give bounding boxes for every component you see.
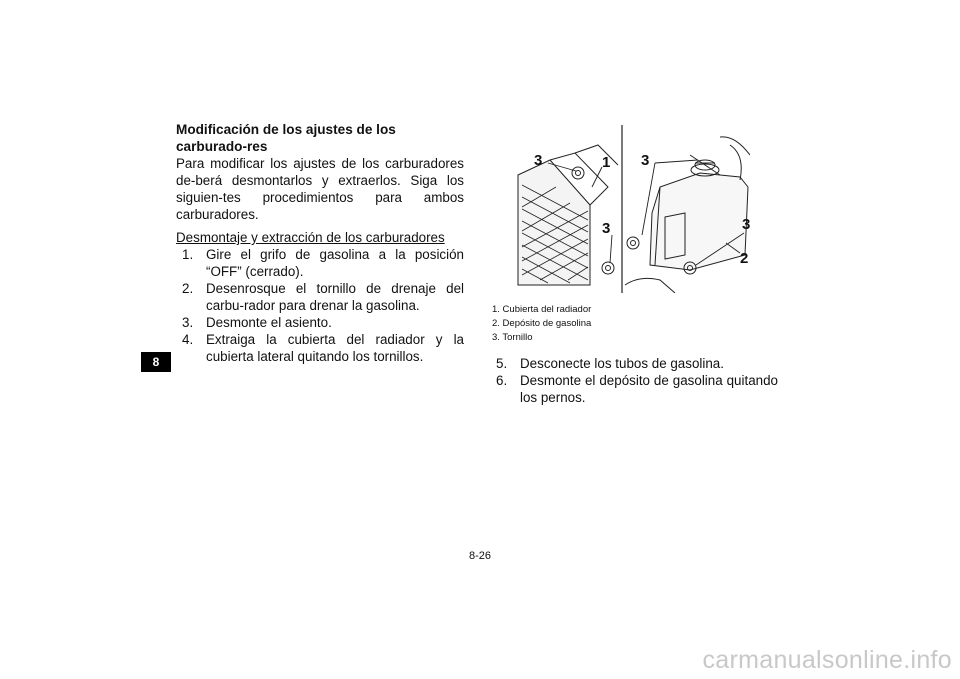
step-text: Desconecte los tubos de gasolina. [520,356,724,371]
callout-label: 1 [602,154,611,171]
page-number: 8-26 [468,550,492,562]
figure-illustration [490,125,750,293]
intro-paragraph: Para modificar los ajustes de los carburadores de-berá desmontarlos y extraerlos. Siga los siguien-tes procedimientos para ambos carburadores. [176,156,464,222]
callout-label: 3 [742,216,750,233]
step-number: 5. [496,356,508,371]
procedure-subheading: Desmontaje y extracción de los carburadores [176,230,445,245]
callout-label: 3 [641,152,650,169]
radiator-tank-drawing [490,125,750,293]
procedure-steps-continued [490,355,778,406]
step-item [490,372,778,406]
procedure-steps [176,246,464,365]
step-number: 2. [182,281,194,296]
callout-label: 3 [602,220,611,237]
step-number: 1. [182,247,194,262]
chapter-tab: 8 [141,352,171,372]
step-number: 4. [182,332,194,347]
step-item [176,314,464,331]
caption-item: 1. Cubierta del radiador [492,304,592,315]
watermark: carmanualsonline.info [702,646,952,674]
callout-label: 2 [740,250,749,267]
step-text: Desmonte el depósito de gasolina quitando los pernos. [520,373,778,405]
step-text: Extraiga la cubierta del radiador y la cubierta lateral quitando los tornillos. [206,332,464,364]
step-text: Desmonte el asiento. [206,315,332,330]
step-item [176,280,464,314]
section-heading: Modificación de los ajustes de los carburado-res [176,122,396,154]
step-number: 6. [496,373,508,388]
step-item [176,246,464,280]
step-item [176,331,464,365]
caption-item: 2. Depósito de gasolina [492,318,592,329]
step-number: 3. [182,315,194,330]
figure-caption [490,303,778,345]
left-column [176,121,464,365]
right-column [490,125,778,406]
caption-item: 3. Tornillo [492,332,533,343]
step-text: Desenrosque el tornillo de drenaje del carbu-rador para drenar la gasolina. [206,281,464,313]
callout-label: 3 [534,152,543,169]
step-item [490,355,778,372]
step-text: Gire el grifo de gasolina a la posición “OFF” (cerrado). [206,247,464,279]
